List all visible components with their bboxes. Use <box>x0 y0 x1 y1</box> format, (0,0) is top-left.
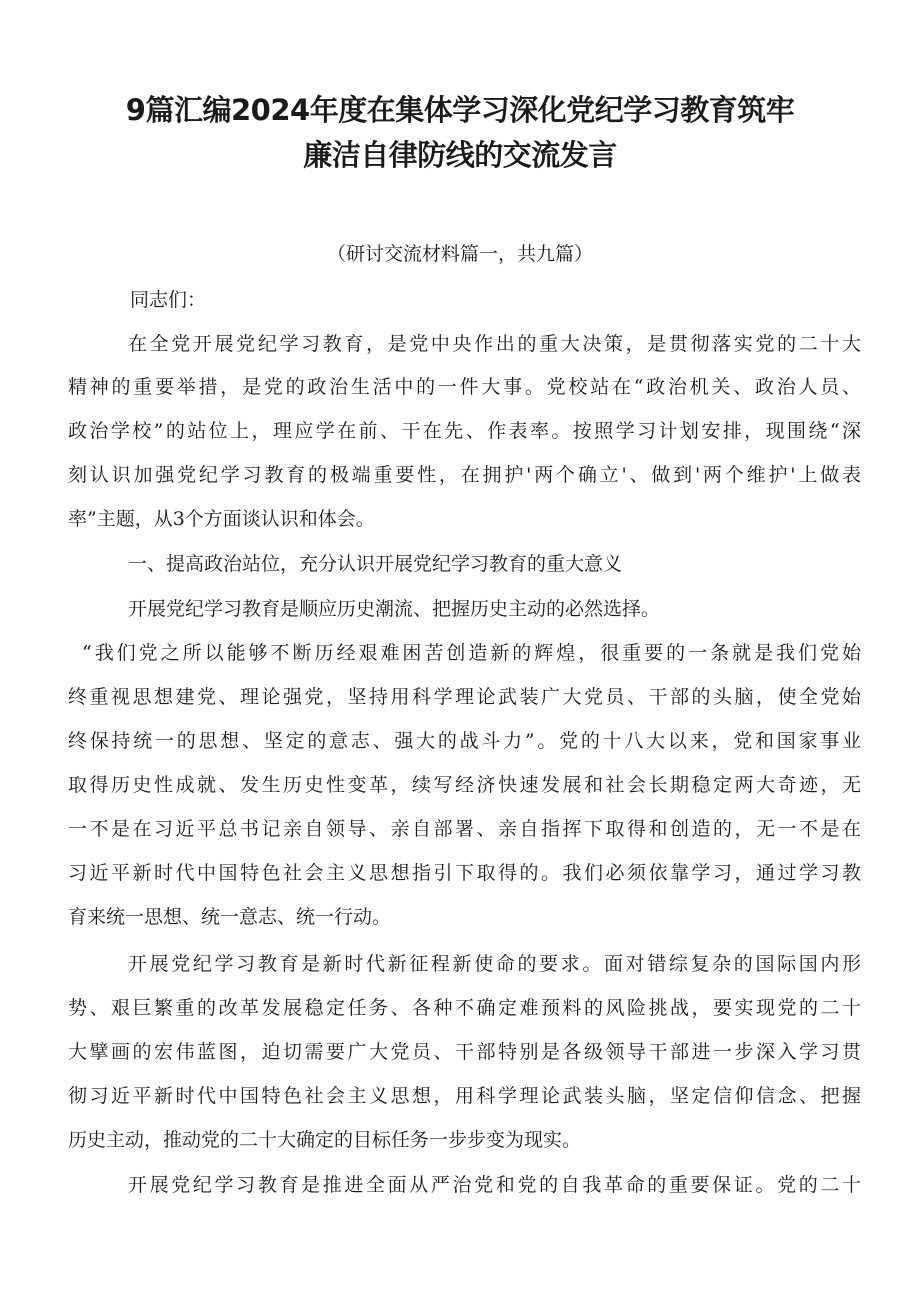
body-line: 精神的重要举措，是党的政治生活中的一件大事。党校站在“政治机关、政治人员、 <box>68 376 861 398</box>
document-subtitle: （研讨交流材料篇一，共九篇） <box>326 243 593 265</box>
body-line: 习近平新时代中国特色社会主义思想指引下取得的。我们必须依靠学习，通过学习教 <box>68 862 861 884</box>
section-heading: 一、提高政治站位，充分认识开展党纪学习教育的重大意义 <box>128 553 623 575</box>
body-line: 彻习近平新时代中国特色社会主义思想，用科学理论武装头脑，坚定信仰信念、把握 <box>68 1085 861 1107</box>
body-line: 终保持统一的思想、坚定的意志、强大的战斗力”。党的十八大以来，党和国家事业 <box>68 730 861 752</box>
body-line: 率”主题，从3个方面谈认识和体会。 <box>68 508 375 530</box>
body-line: “我们党之所以能够不断历经艰难困苦创造新的辉煌，很重要的一条就是我们党始 <box>82 642 861 664</box>
body-line: 终重视思想建党、理论强党，坚持用科学理论武装广大党员、干部的头脑，使全党始 <box>68 686 861 708</box>
body-line: 势、艰巨繁重的改革发展稳定任务、各种不确定难预料的风险挑战，要实现党的二十 <box>68 997 861 1019</box>
body-line: 取得历史性成就、发生历史性变革，续写经济快速发展和社会长期稳定两大奇迹，无 <box>68 774 861 796</box>
body-line: 开展党纪学习教育是顺应历史潮流、把握历史主动的必然选择。 <box>128 598 661 620</box>
body-line: 在全党开展党纪学习教育，是党中央作出的重大决策，是贯彻落实党的二十大 <box>128 333 861 355</box>
body-line: 开展党纪学习教育是推进全面从严治党和党的自我革命的重要保证。党的二十 <box>128 1174 861 1196</box>
body-line: 刻认识加强党纪学习教育的极端重要性，在拥护'两个确立'、做到'两个维护'上做表 <box>68 464 861 486</box>
body-line: 开展党纪学习教育是新时代新征程新使命的要求。面对错综复杂的国际国内形 <box>128 953 861 975</box>
body-line: 一不是在习近平总书记亲自领导、亲自部署、亲自指挥下取得和创造的，无一不是在 <box>68 818 861 840</box>
document-title-line-1: 9篇汇编2024年度在集体学习深化党纪学习教育筑牢 <box>125 93 795 127</box>
body-line: 育来统一思想、统一意志、统一行动。 <box>68 906 392 928</box>
body-line: 大擘画的宏伟蓝图，迫切需要广大党员、干部特别是各级领导干部进一步深入学习贯 <box>68 1041 861 1063</box>
salutation: 同志们： <box>130 289 207 311</box>
body-line: 政治学校”的站位上，理应学在前、干在先、作表率。按照学习计划安排，现围绕“深 <box>68 420 861 442</box>
document-title-line-2: 廉洁自律防线的交流发言 <box>303 138 617 172</box>
body-line: 历史主动，推动党的二十大确定的目标任务一步步变为现实。 <box>68 1129 582 1151</box>
